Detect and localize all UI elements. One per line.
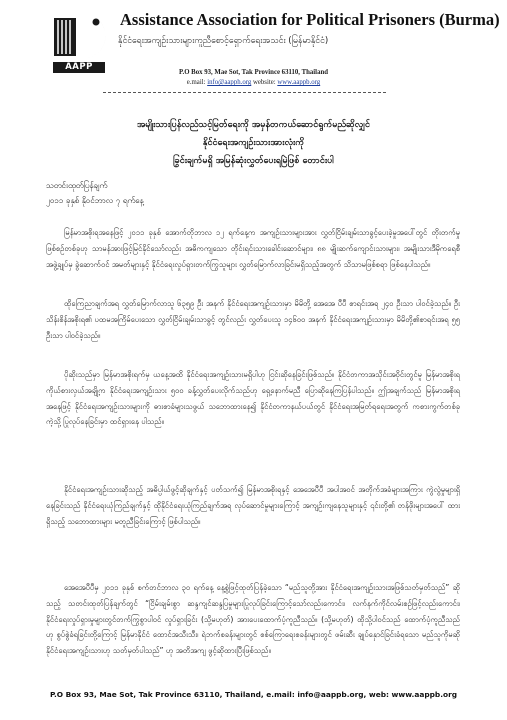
- organization-name-burmese: နိုင်ငံရေးအကျဉ်းသားများကူညီစောင့်ရှောက်ရေးအသင်း (မြန်မာနိုင်ငံ): [118, 36, 329, 46]
- statement-date: ၂၀၁၁ ခုနှစ် နိုဝင်ဘာလ ၇ ရက်နေ့: [46, 196, 144, 205]
- header-divider: [103, 92, 386, 93]
- website-label: website:: [252, 79, 276, 86]
- body-paragraph: မြန်မာအစိုးရအနေဖြင့် ၂၀၁၁ ခုနှစ် အောက်တိုဘာလ ၁၂ ရက်နေ့က အကျဉ်းသားများအား လွှတ်ငြိမ်းချမ်းသာခွင့်ပေးခဲ့မှုအပေါ်တွင် တိုးတက်မှုဖြစ်စဉ်တစ်ခုဟု သာမန်အားဖြင့်မြင်နိုင်သော်လည်း အဓိကကျသော တိုင်းရင်းသားခေါင်းဆောင်များ၊ ၈၈ မျိုးဆက်ကျောင်းသားများ၊ အမျိုးသားဒီမိုကရေစီအဖွဲ့ချုပ်မှ ခွဲဆောက်ဝင် အမတ်များနှင့် နိုင်ငံရေးလှုပ်ရှားတက်ကြွသူများ လွှတ်မြောက်လာခြင်းမရှိသည့်အတွက် သိသာမဖြစ်စရာ ဖြစ်နေပါသည်။: [46, 228, 460, 269]
- body-paragraph: နိုင်ငံရေးအကျဉ်းသားဆိုသည့် အဓိပ္ပါယ်ဖွင့်ဆိုချက်နှင့် ပတ်သက်၍ မြန်မာအစိုးရနှင့် အေအေပီပီ အပါအဝင် အတိုက်အခံများအကြား ကွဲလွဲမှုများရှိနေခြင်းသည် နိုင်ငံရေးယုံကြည်ချက်နှင့် ထိုနိုင်ငံရေးယုံကြည်ချက်အရ လုပ်ဆောင်မှုများကြောင့် အကျဉ်းကျနေသူများနှင့် ၎င်းတို့၏ တန်ဖိုးများအပေါ် ထားရှိသည့် သဘောထားများ မတူညီခြင်းကြောင့် ဖြစ်ပါသည်။: [46, 485, 460, 526]
- statement-type: သတင်းထုတ်ပြန်ချက်: [46, 181, 108, 190]
- body-paragraph: အေအေပီပီမှ ၂၀၁၁ ခုနှစ် စက်တင်ဘာလ ၃၀ ရက်နေ့ နေ့စွဲဖြင့်ထုတ်ပြန်ခဲ့သော “မည်သူတို့အား နိုင်ငံရေးအကျဉ်းသားအဖြစ်သတ်မှတ်သည်” ဆိုသည့် သတင်းထုတ်ပြန်ချက်တွင် “ငြိမ်းချမ်းစွာ ဆန္ဒကျင်ဆန္ဒပြမှုများပြုလုပ်ခြင်းကြောင့်သော်လည်းကောင်း၊ လက်နက်ကိုင်လမ်းစဉ်ဖြင့်လည်းကောင်း၊ နိုင်ငံရေးလှုပ်ရှားမှုများတွင်တက်ကြွစွာပါဝင် လှုပ်ရှားခြင်း (သို့မဟုတ်) အားပေးထောက်ပံ့ကူညီသည်။ (သို့မဟုတ်) ထိုသို့ပါဝင်သည် ထောက်ပံ့ကူညီသည်ဟု စွပ်စွဲခံရခြင်းတို့ကြောင့် မြန်မာနိုင်ငံ ထောင်အသီးသီး၊ ရဲဘက်စခန်းများတွင် စစ်ကြောရေးစခန်းများတွင် ဖမ်းဆီး ချုပ်နှောင်ခြင်းခံရသော မည်သူကိုမဆို နိုင်ငံရေးအကျဉ်းသားဟု သတ်မှတ်ပါသည်” ဟု အတိအကျ ဖွင့်ဆိုထားပြီးဖြစ်သည်။: [46, 583, 460, 656]
- email-link[interactable]: info@aapph.org: [207, 79, 252, 86]
- contact-line: [0, 79, 507, 86]
- aapp-logo-icon: [52, 6, 106, 60]
- statement-title-line-3: ခြွင်းချက်မရှိ အမြန်ဆုံးလွှတ်ပေးရမြဲဖြစ် တောင်းပါ: [173, 156, 334, 166]
- letterhead: [0, 0, 507, 100]
- postal-address: P.O Box 93, Mae Sot, Tak Province 63110, Thailand: [178, 69, 329, 76]
- body-paragraph: ထိုကြေညာချက်အရ လွှတ်မြောက်လာသူ ၆၃၅၉ ဦး အနက် နိုင်ငံရေးအကျဉ်းသားမှာ မိမိတို့ အေအေ ပီပီ စာရင်းအရ ၂၄၀ ဦးသာ ပါဝင်ခဲ့သည်။ ဦးသိန်းစိန်အစိုးရ၏ ပထမအကြိမ်ပေးသော လွှတ်ငြိမ်းချမ်းသာခွင့် တွင်လည်း လွှတ်ပေးသူ ၁၄၆၀၀ အနက် နိုင်ငံရေးအကျဉ်းသားမှာ မိမိတို့၏စာရင်းအရ ၅၅ ဦးသာ ပါဝင်ခဲ့သည်။: [46, 299, 460, 340]
- statement-title-line-1: အမျိုးသားပြန်လည်သင့်မြတ်ရေးကို အမှန်တကယ်ဆောင်ရွက်မည်ဆိုလျှင်: [137, 120, 370, 130]
- email-label: e.mail:: [186, 79, 206, 86]
- statement-title-line-2: နိုင်ငံရေးအကျဉ်းသားအားလုံးကို: [202, 138, 305, 148]
- body-paragraph: ပိုဆိုးသည်မှာ မြန်မာအစိုးရက်မှ ယနေ့အထိ နိုင်ငံရေးအကျဉ်းသားမရှိပါဟု ငြင်းဆိုနေခြင်းဖြစ်သည်။ နိုင်ငံတကာအသိုင်းအဝိုင်းတွင်မူ မြန်မာအစိုးရ ကိုယ်စားလှယ်အချို့က နိုင်ငံရေးအကျဉ်းသား ၅၀၀ ခန့်လွှတ်ပေးလိုက်သည်ဟု ရှေ့နောက်မညီ ပြောဆိုနေကြပြန်ပါသည်။ ဤအချက်သည် မြန်မာအစိုးရအနေဖြင့် နိုင်ငံရေးအကျဉ်းသားများကို ဓားစာခံများသဖွယ် သဘောထားနေ၍ နိုင်ငံတကာနယ်ပယ်တွင် နိုင်ငံရေးအမြတ်ရရေးအတွက် ကစားကွက်တစ်ခုကဲ့သို့ ပြုလုပ်နေခြင်းမှာ ထင်ရှားနေ ပါသည်။: [46, 370, 460, 427]
- organization-name: Assistance Association for Political Prisoners (Burma): [120, 10, 500, 29]
- website-link[interactable]: www.aappb.org: [277, 79, 321, 86]
- logo-wordmark: AAPP: [53, 62, 105, 73]
- page-footer: P.O Box 93, Mae Sot, Tak Province 63110, Thailand, e.mail: info@aappb.org, web: www.aappb.org: [49, 690, 458, 699]
